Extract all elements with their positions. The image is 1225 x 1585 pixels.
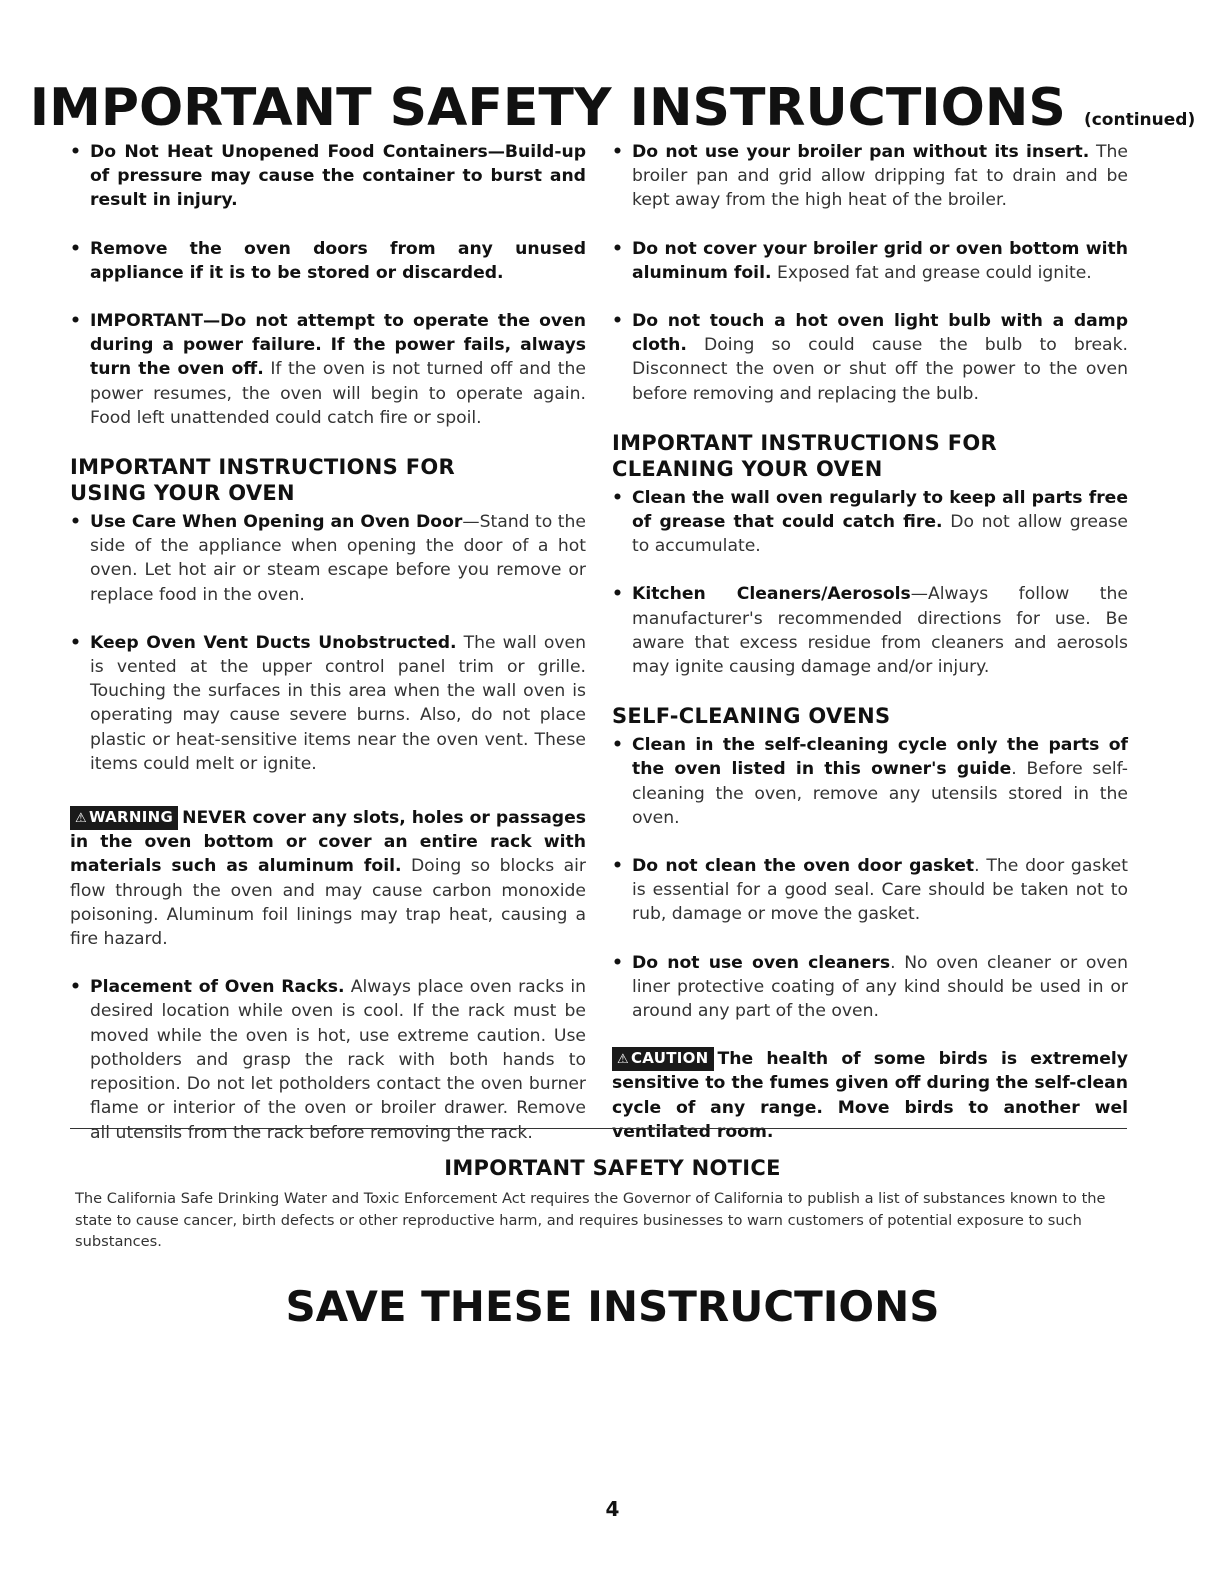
caution-badge [612, 1047, 714, 1071]
left-item-3-text: If the oven is not turned off and the power resumes, the oven will begin to operate again. Food left unattended could catch fire or spoil. [90, 359, 587, 428]
left-item-4-text: —Stand to the side of the appliance when opening the door of a hot oven. Let hot air or steam escape before you remove or replace food in the oven. [90, 512, 586, 605]
left-item-1-bold: Do Not Heat Unopened Food Containers—Build-up of pressure may cause the container to burst and result in injury. [90, 142, 586, 211]
right-item-8-bold: Do not use oven cleaners [632, 952, 891, 973]
right-item-2-text: Exposed fat and grease could ignite. [771, 262, 1092, 283]
page-number: 4 [605, 1497, 620, 1521]
bullet-icon: • [612, 311, 623, 332]
right-item-1-bold: Do not use your broiler pan without its insert. [632, 142, 1090, 162]
right-item-6-bold: Clean in the self-cleaning cycle only the parts of the oven listed in this owner's guide [632, 735, 1128, 780]
right-item-5-bold: Kitchen Cleaners/Aerosols [632, 584, 911, 605]
left-item-2 [70, 237, 586, 285]
notice-title: IMPORTANT SAFETY NOTICE [444, 1156, 781, 1180]
section-title-line-2: CLEANING YOUR OVEN [612, 456, 883, 481]
right-item-6-text: . Before self-cleaning the oven, remove any utensils stored in the oven. [632, 759, 1128, 828]
left-item-5 [70, 631, 586, 776]
bullet-icon: • [612, 584, 623, 605]
left-item-6-text: Always place oven racks in desired location while oven is cool. If the rack must be moved while the oven is hot, use extreme caution. Use potholders and grasp the rack with both hands to reposition. Do not let potholders contact the oven burner flame or interior of the oven or broiler drawer. Remove all utensils from the rack before removing the rack. [90, 977, 586, 1143]
section-title-line-1: IMPORTANT INSTRUCTIONS FOR [612, 430, 997, 455]
right-item-7-bold: Do not clean the oven door gasket [632, 856, 975, 877]
bullet-icon: • [70, 977, 81, 998]
bullet-icon: • [612, 142, 623, 162]
save-instructions-title: SAVE THESE INSTRUCTIONS [285, 1282, 940, 1331]
section-title-line-2: USING YOUR OVEN [70, 481, 295, 506]
left-item-2-bold: Remove the oven doors from any unused appliance if it is to be stored or discarded. [90, 238, 586, 283]
bullet-icon: • [612, 735, 623, 756]
warning-triangle-icon: ⚠ [75, 811, 87, 827]
divider-line [70, 1128, 1127, 1129]
section-title-self-cleaning [612, 703, 1128, 729]
right-item-2 [612, 237, 1128, 285]
right-item-3 [612, 309, 1128, 406]
bullet-icon: • [70, 632, 81, 653]
left-item-3 [70, 309, 586, 430]
warning-bold: NEVER cover any slots, holes or passages in the oven bottom or cover an entire rack with materials such as aluminum foil. [70, 808, 586, 877]
bullet-icon: • [612, 952, 623, 973]
right-item-1-text: The broiler pan and grid allow dripping fat to drain and be kept away from the high heat of the broiler. [632, 142, 1128, 211]
bullet-icon: • [612, 238, 623, 259]
right-item-4-text: Do not allow grease to accumulate. [632, 512, 1128, 557]
continued-label: (continued) [1083, 110, 1196, 130]
right-item-6 [612, 733, 1128, 830]
right-item-7-text: . The door gasket is essential for a good seal. Care should be taken not to rub, damage or move the gasket. [632, 856, 1128, 925]
left-item-6 [70, 975, 586, 1144]
right-item-8 [612, 951, 1128, 1024]
left-item-6-bold: Placement of Oven Racks. [90, 977, 345, 998]
section-title-self-cleaning-text: SELF-CLEANING OVENS [612, 704, 891, 729]
right-item-3-text: Doing so could cause the bulb to break. Disconnect the oven or shut off the power to the oven before removing and replacing the bulb. [632, 335, 1128, 404]
bullet-icon: • [70, 311, 81, 332]
left-item-4-bold: Use Care When Opening an Oven Door [90, 512, 463, 533]
left-item-3-bold: IMPORTANT—Do not attempt to operate the oven during a power failure. If the power fails, always turn the oven off. [90, 311, 586, 380]
right-item-3-bold: Do not touch a hot oven light bulb with a damp cloth. [632, 311, 1128, 356]
warning-badge [70, 806, 178, 830]
warning-text: Doing so blocks air flow through the oven and may cause carbon monoxide poisoning. Aluminum foil linings may trap heat, causing a fire hazard. [70, 856, 586, 950]
right-item-4-bold: Clean the wall oven regularly to keep all parts free of grease that could catch fire. [632, 487, 1128, 533]
right-item-5 [612, 582, 1128, 679]
right-column [612, 140, 1128, 1168]
caution-triangle-icon: ⚠ [617, 1052, 629, 1068]
bullet-icon: • [70, 238, 81, 259]
right-item-1 [612, 140, 1128, 213]
warning-block [70, 806, 586, 951]
page-title-text: IMPORTANT SAFETY INSTRUCTIONS [29, 78, 1066, 138]
bullet-icon: • [70, 512, 81, 533]
left-item-4 [70, 510, 586, 607]
bullet-icon: • [612, 487, 623, 508]
left-item-5-bold: Keep Oven Vent Ducts Unobstructed. [90, 632, 457, 653]
right-item-5-text: —Always follow the manufacturer's recommended directions for use. Be aware that excess residue from cleaners and aerosols may ignite causing damage and/or injury. [632, 584, 1128, 678]
notice-text: The California Safe Drinking Water and Toxic Enforcement Act requires the Governor of California to publish a list of substances known to the state to cause cancer, birth defects or other reproductive harm, and requires businesses to warn customers of potential exposure to such substances. [75, 1190, 1106, 1250]
bullet-icon: • [70, 142, 81, 162]
caution-bold: The health of some birds is extremely sensitive to the fumes given off during the self-clean cycle of any range. Move birds to another wel ventilated room. [612, 1049, 1128, 1142]
section-title-cleaning-oven [612, 430, 1128, 482]
section-title-using-oven [70, 454, 586, 506]
bullet-icon: • [612, 856, 623, 877]
right-item-4 [612, 486, 1128, 559]
left-item-5-text: The wall oven is vented at the upper control panel trim or grille. Touching the surfaces in this area when the wall oven is operating may cause severe burns. Also, do not place plastic or heat-sensitive items near the oven vent. These items could melt or ignite. [90, 632, 586, 774]
caution-block [612, 1047, 1128, 1144]
right-item-7 [612, 854, 1128, 927]
left-item-1 [70, 140, 586, 213]
caution-badge-label: CAUTION [630, 1049, 709, 1068]
left-column [70, 140, 586, 1169]
right-item-8-text: . No oven cleaner or oven liner protective coating of any kind should be used in or around any part of the oven. [632, 952, 1128, 1022]
section-title-line-1: IMPORTANT INSTRUCTIONS FOR [70, 455, 455, 480]
right-item-2-bold: Do not cover your broiler grid or oven bottom with aluminum foil. [632, 238, 1128, 283]
warning-badge-label: WARNING [88, 808, 174, 827]
